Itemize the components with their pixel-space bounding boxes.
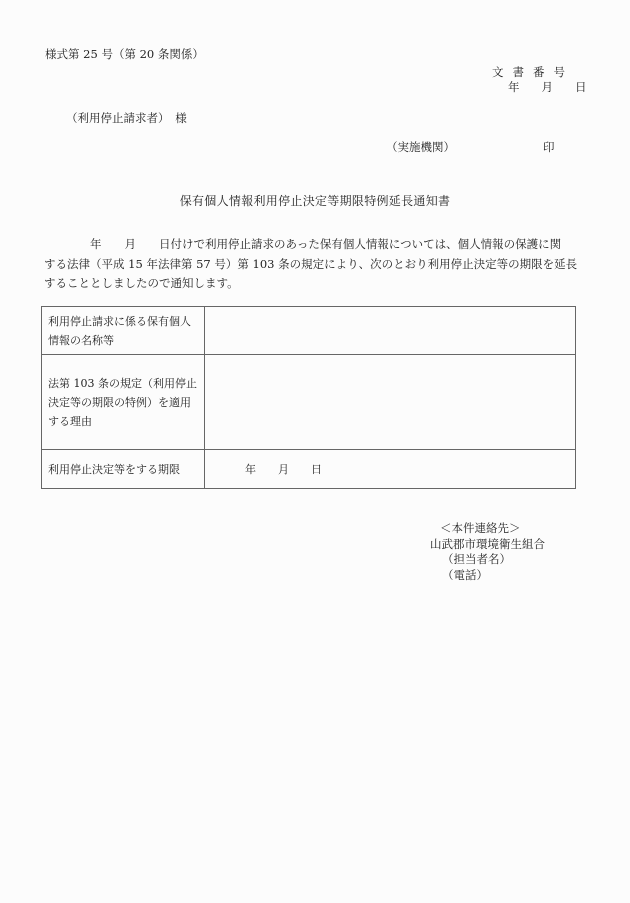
contact-organization: 山武郡市環境衛生組合 — [430, 536, 545, 551]
document-title: 保有個人情報利用停止決定等期限特例延長通知書 — [179, 194, 451, 208]
date-year: 年 — [508, 80, 520, 94]
row-label: 利用停止決定等をする期限 — [42, 450, 205, 489]
contact-heading: ＜本件連絡先＞ — [440, 521, 521, 535]
row-value — [205, 355, 576, 450]
deadline-year: 年 — [245, 462, 256, 476]
row-value — [205, 307, 576, 355]
issuing-agency: （実施機関） — [386, 140, 455, 154]
deadline-date — [205, 450, 576, 489]
date-day: 日 — [575, 80, 587, 94]
body-line: する法律（平成 15 年法律第 57 号）第 103 条の規定により、次のとおり利用停止決定等の期限を延長 — [44, 256, 578, 271]
contact-block — [430, 521, 545, 583]
document-number-label: 文書番号 — [492, 65, 574, 79]
deadline-month: 月 — [278, 462, 289, 476]
date-month: 月 — [541, 80, 553, 94]
addressee: （利用停止請求者） 様 — [66, 111, 187, 125]
seal-mark: 印 — [543, 140, 555, 154]
info-table — [41, 306, 576, 489]
contact-phone: （電話） — [442, 567, 488, 582]
table-row — [42, 355, 576, 450]
body-line: 年 月 日付けで利用停止請求のあった保有個人情報については、個人情報の保護に関 — [44, 237, 562, 251]
row-label: 法第 103 条の規定（利用停止決定等の期限の特例）を適用する理由 — [42, 355, 205, 450]
table-row — [42, 307, 576, 355]
row-label: 利用停止請求に係る保有個人情報の名称等 — [42, 307, 205, 355]
document-date — [508, 79, 587, 95]
form-number: 様式第 25 号（第 20 条関係） — [45, 47, 204, 61]
contact-person: （担当者名） — [442, 552, 511, 566]
body-line: することとしましたので通知します。 — [44, 276, 239, 290]
table-row — [42, 450, 576, 489]
body-paragraph — [44, 235, 584, 294]
deadline-day: 日 — [311, 462, 322, 476]
